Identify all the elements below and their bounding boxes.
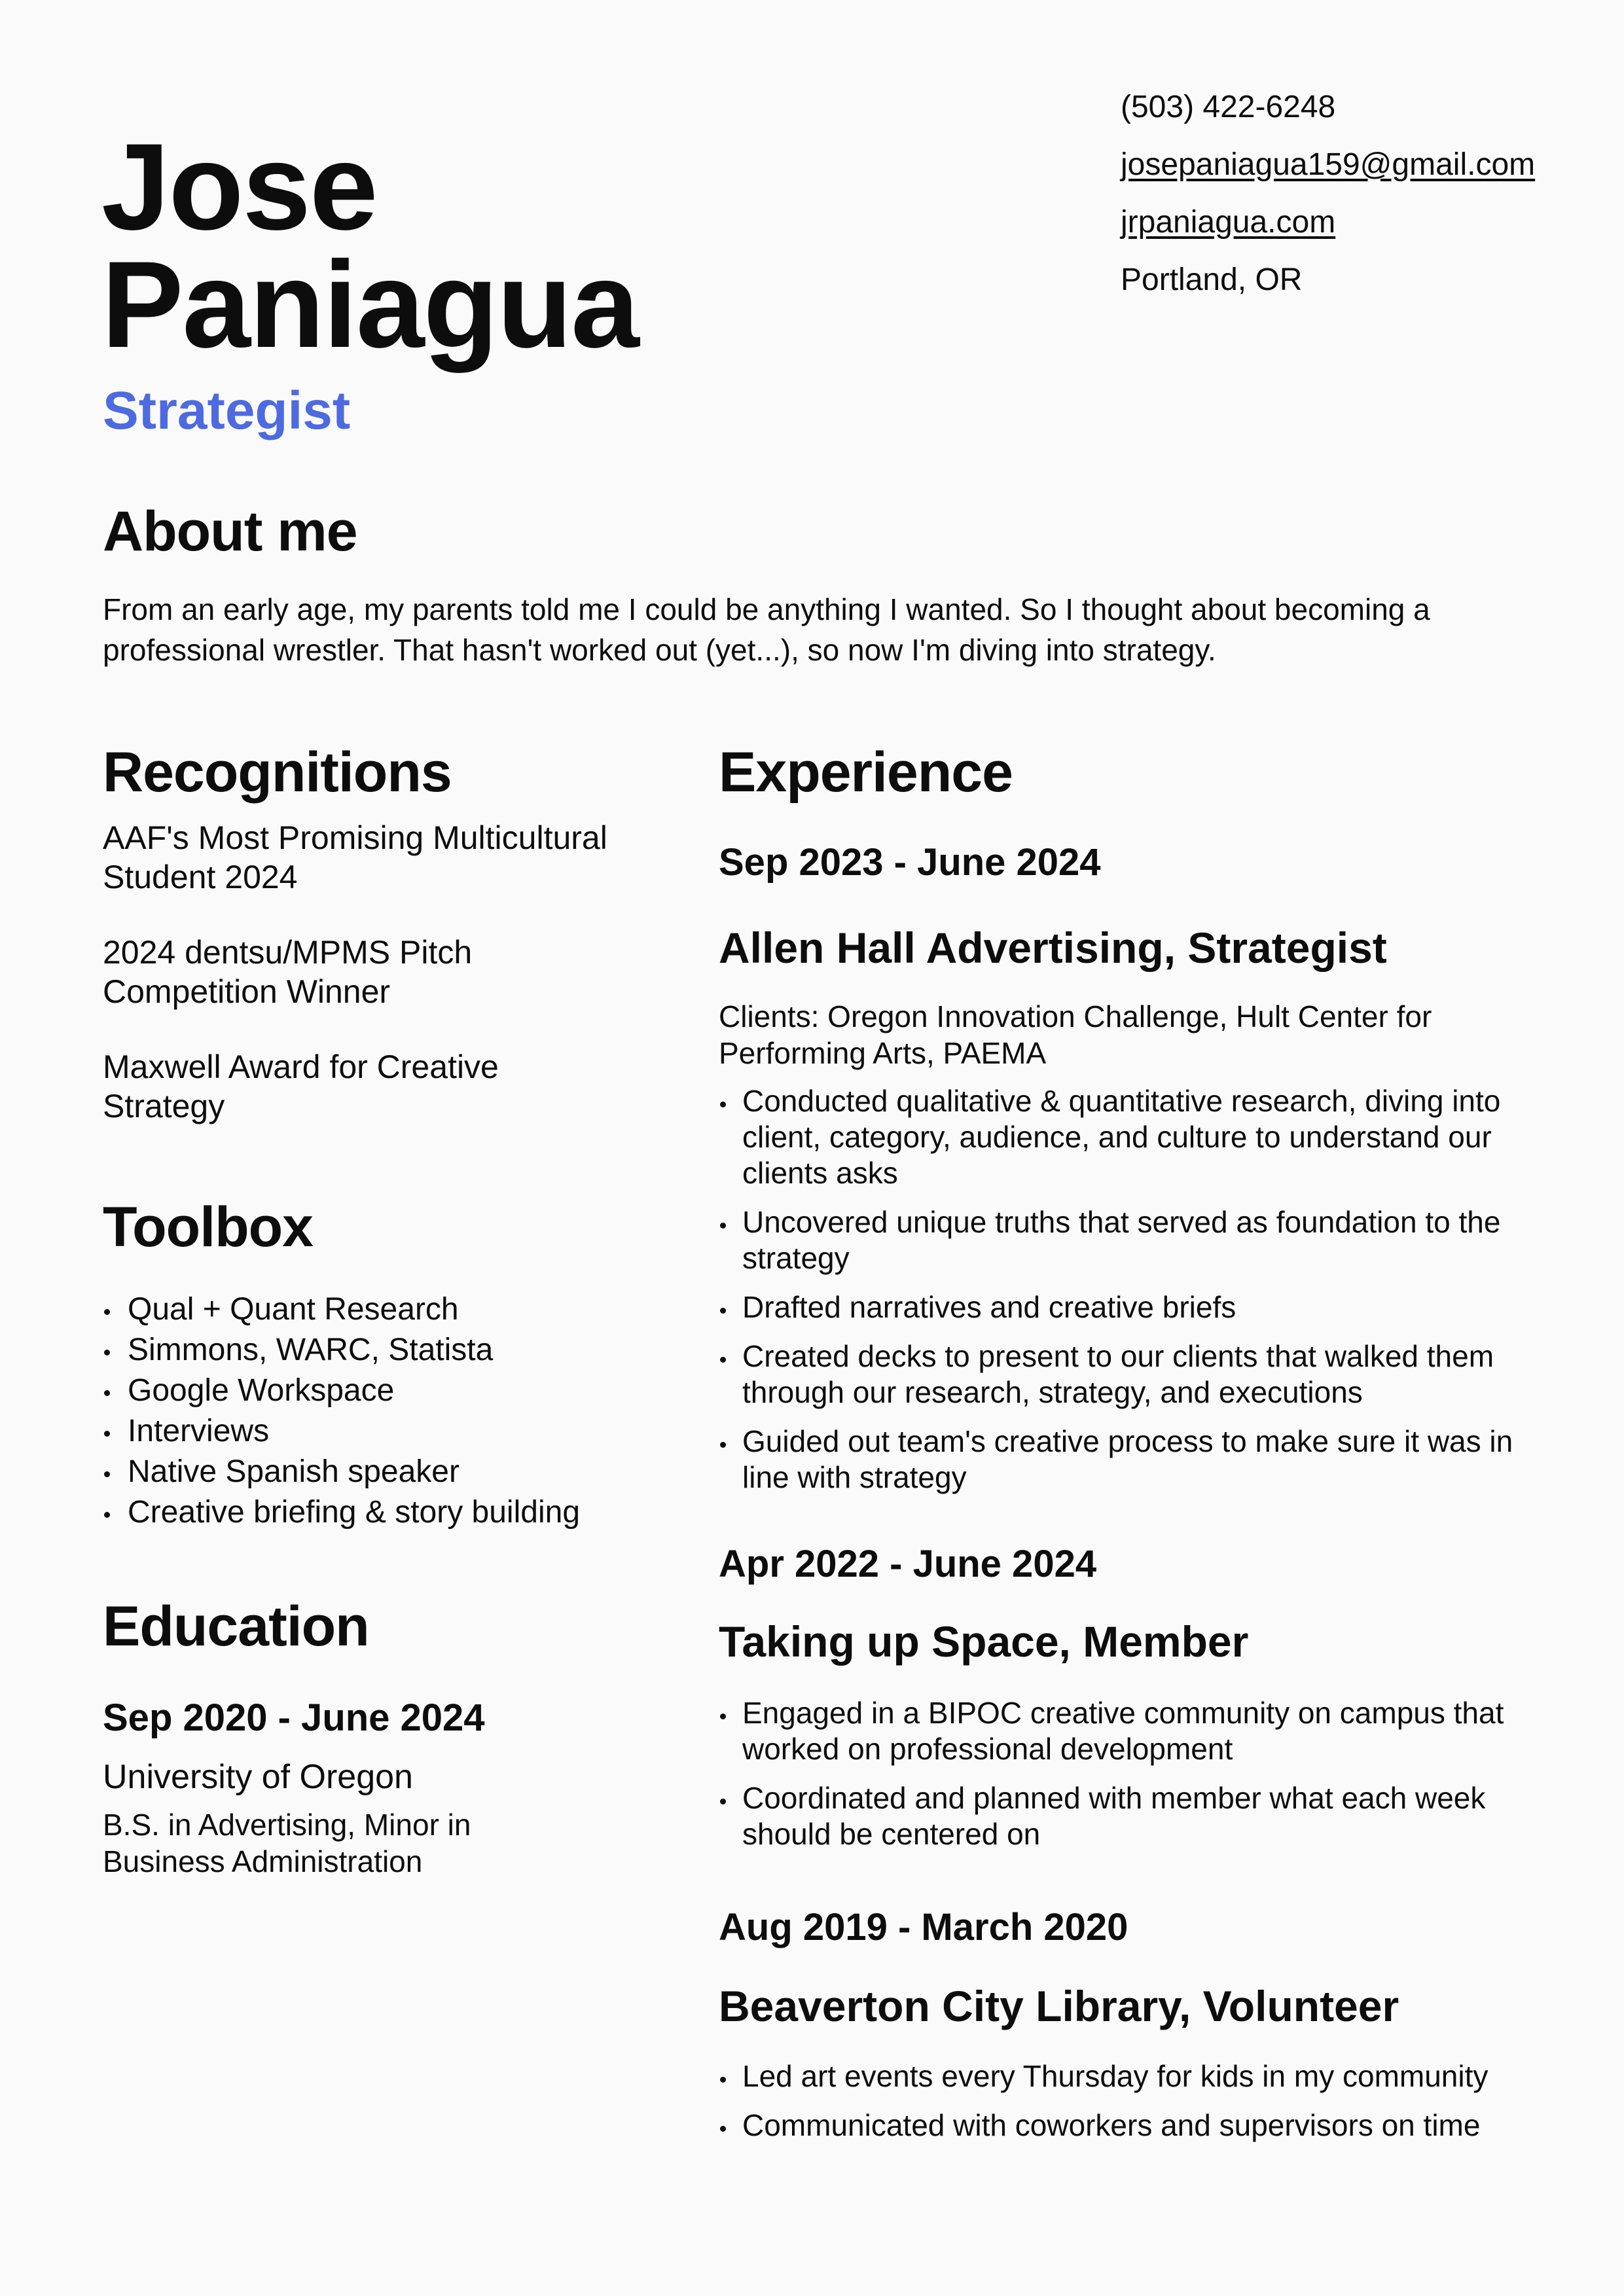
about-heading: About me [103, 500, 357, 563]
job-bullet: Drafted narratives and creative briefs [719, 1289, 1537, 1325]
job-title: Allen Hall Advertising, Strategist [719, 924, 1387, 972]
job-bullet: Uncovered unique truths that served as foundation to the strategy [719, 1204, 1537, 1276]
website-link[interactable]: jrpaniagua.com [1121, 205, 1336, 240]
job-bullets [719, 1083, 1537, 1509]
experience-heading: Experience [719, 741, 1013, 804]
candidate-name [101, 118, 638, 373]
job-dates: Sep 2023 - June 2024 [719, 841, 1101, 884]
job-bullet: Communicated with coworkers and supervisors on time [719, 2108, 1537, 2144]
job-clients: Clients: Oregon Innovation Challenge, Hult Center for Performing Arts, PAEMA [719, 999, 1432, 1070]
recognition-item: 2024 dentsu/MPMS Pitch Competition Winner [103, 934, 473, 1010]
toolbox-item: Native Spanish speaker [103, 1452, 666, 1492]
job-bullet: Led art events every Thursday for kids in my community [719, 2058, 1537, 2094]
toolbox-item: Qual + Quant Research [103, 1289, 666, 1330]
recognition-item: Maxwell Award for Creative Strategy [103, 1049, 499, 1124]
email-link[interactable]: josepaniagua159@gmail.com [1121, 147, 1536, 182]
about-text: From an early age, my parents told me I could be anything I wanted. So I thought about becoming a professional wrestler. That hasn't worked out (yet...), so now I'm diving into strategy. [103, 592, 1430, 667]
education-dates: Sep 2020 - June 2024 [103, 1696, 485, 1739]
first-name: Jose [101, 118, 377, 255]
education-degree: B.S. in Advertising, Minor in Business Administration [103, 1808, 471, 1878]
toolbox-item: Simmons, WARC, Statista [103, 1330, 666, 1371]
toolbox-item: Interviews [103, 1411, 666, 1452]
job-bullet: Created decks to present to our clients that walked them through our research, strategy, and executions [719, 1338, 1537, 1410]
job-dates: Aug 2019 - March 2020 [719, 1906, 1128, 1948]
phone-number: (503) 422-6248 [1121, 90, 1336, 124]
toolbox-heading: Toolbox [103, 1196, 314, 1259]
job-bullets [719, 1695, 1537, 1865]
job-bullets [719, 2058, 1537, 2157]
job-role: Strategist [103, 381, 351, 440]
job-dates: Apr 2022 - June 2024 [719, 1543, 1097, 1585]
job-bullet: Coordinated and planned with member what each week should be centered on [719, 1780, 1537, 1852]
toolbox-item: Creative briefing & story building [103, 1492, 666, 1533]
location: Portland, OR [1121, 262, 1303, 297]
job-title: Beaverton City Library, Volunteer [719, 1982, 1399, 2030]
job-bullet: Conducted qualitative & quantitative research, diving into client, category, audience, and culture to understand our clients asks [719, 1083, 1537, 1191]
job-bullet: Guided out team's creative process to make sure it was in line with strategy [719, 1424, 1537, 1496]
recognitions-list [103, 818, 626, 1162]
recognitions-heading: Recognitions [103, 741, 452, 804]
toolbox-item: Google Workspace [103, 1371, 666, 1411]
last-name: Paniagua [101, 236, 638, 373]
toolbox-list [103, 1289, 666, 1533]
recognition-item: AAF's Most Promising Multicultural Student 2024 [103, 819, 607, 895]
contact-block [1121, 79, 1535, 309]
job-bullet: Engaged in a BIPOC creative community on campus that worked on professional development [719, 1695, 1537, 1767]
education-heading: Education [103, 1595, 369, 1658]
job-title: Taking up Space, Member [719, 1617, 1249, 1666]
education-school: University of Oregon [103, 1758, 413, 1796]
